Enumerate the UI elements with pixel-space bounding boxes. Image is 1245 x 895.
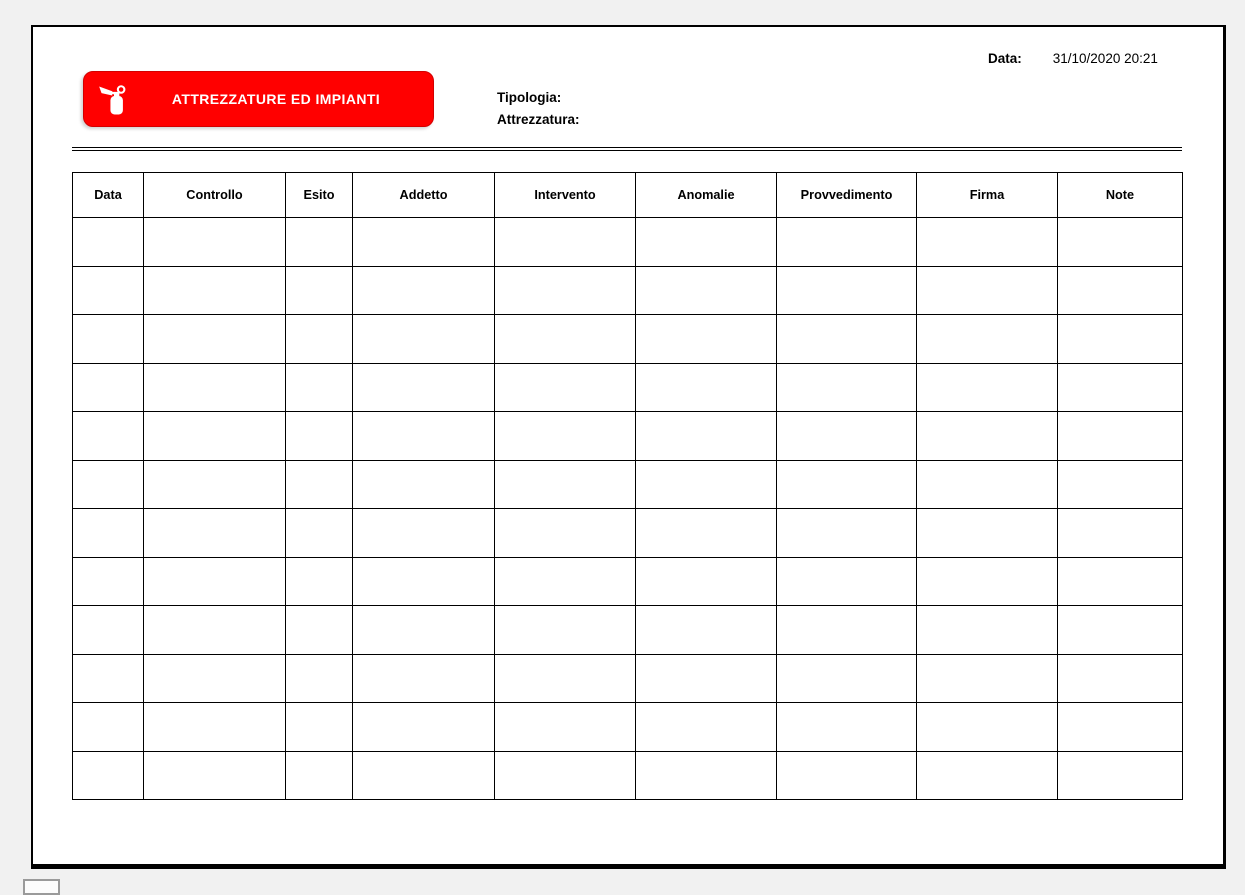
table-cell — [144, 412, 286, 461]
table-cell — [636, 412, 777, 461]
table-cell — [777, 509, 917, 558]
title-banner — [83, 71, 434, 127]
table-cell — [144, 315, 286, 364]
table-cell — [73, 266, 144, 315]
table-cell — [636, 606, 777, 655]
tipologia-label: Tipologia: — [497, 90, 562, 105]
table-cell — [286, 654, 353, 703]
table-cell — [73, 412, 144, 461]
table-cell — [73, 363, 144, 412]
table-row — [73, 654, 1183, 703]
table-row — [73, 460, 1183, 509]
table-cell — [73, 751, 144, 800]
table-cell — [1058, 654, 1183, 703]
table-cell — [286, 557, 353, 606]
table-cell — [917, 218, 1058, 267]
table-cell — [777, 557, 917, 606]
date-row — [988, 51, 1158, 66]
table-row — [73, 412, 1183, 461]
column-header-data: Data — [73, 173, 144, 218]
table-cell — [73, 654, 144, 703]
table-row — [73, 751, 1183, 800]
table-cell — [353, 363, 495, 412]
table-cell — [917, 266, 1058, 315]
table-cell — [495, 509, 636, 558]
table-cell — [144, 218, 286, 267]
table-cell — [73, 315, 144, 364]
table-row — [73, 606, 1183, 655]
table-cell — [353, 557, 495, 606]
table-cell — [73, 509, 144, 558]
meta-block — [497, 87, 585, 130]
table-cell — [777, 751, 917, 800]
table-cell — [636, 266, 777, 315]
table-cell — [777, 703, 917, 752]
table-cell — [73, 703, 144, 752]
table-cell — [353, 315, 495, 364]
table-cell — [144, 703, 286, 752]
table-cell — [353, 751, 495, 800]
table-cell — [1058, 266, 1183, 315]
table-cell — [917, 557, 1058, 606]
table-cell — [495, 606, 636, 655]
table-cell — [636, 751, 777, 800]
partially-visible-box — [23, 879, 60, 895]
table-cell — [777, 654, 917, 703]
table-cell — [636, 557, 777, 606]
table-cell — [917, 509, 1058, 558]
table-header-row — [73, 173, 1183, 218]
column-header-note: Note — [1058, 173, 1183, 218]
table-cell — [353, 412, 495, 461]
table-cell — [495, 751, 636, 800]
table-cell — [495, 412, 636, 461]
table-cell — [917, 412, 1058, 461]
table-cell — [636, 654, 777, 703]
table-cell — [636, 315, 777, 364]
table-cell — [1058, 606, 1183, 655]
table-cell — [495, 654, 636, 703]
table-cell — [1058, 363, 1183, 412]
table-cell — [636, 509, 777, 558]
table-cell — [917, 460, 1058, 509]
table-cell — [1058, 460, 1183, 509]
table-cell — [495, 363, 636, 412]
table-cell — [636, 218, 777, 267]
table-cell — [144, 606, 286, 655]
table-cell — [73, 218, 144, 267]
date-value: 31/10/2020 20:21 — [1052, 51, 1158, 66]
table-cell — [1058, 509, 1183, 558]
table-cell — [286, 606, 353, 655]
table-cell — [286, 460, 353, 509]
table-cell — [1058, 218, 1183, 267]
table-cell — [777, 218, 917, 267]
table-cell — [144, 654, 286, 703]
double-rule-divider — [72, 147, 1182, 151]
table-cell — [917, 606, 1058, 655]
table-cell — [353, 509, 495, 558]
table-cell — [636, 460, 777, 509]
table-cell — [636, 363, 777, 412]
table-cell — [144, 363, 286, 412]
table-cell — [353, 460, 495, 509]
table-cell — [353, 606, 495, 655]
column-header-provvedimento: Provvedimento — [777, 173, 917, 218]
fire-extinguisher-icon — [95, 80, 133, 118]
table-cell — [144, 751, 286, 800]
attrezzatura-label: Attrezzatura: — [497, 111, 580, 127]
column-header-anomalie: Anomalie — [636, 173, 777, 218]
table-cell — [286, 266, 353, 315]
table-cell — [286, 363, 353, 412]
table-cell — [1058, 703, 1183, 752]
column-header-intervento: Intervento — [495, 173, 636, 218]
table-cell — [917, 315, 1058, 364]
table-cell — [917, 654, 1058, 703]
table-row — [73, 218, 1183, 267]
table-row — [73, 363, 1183, 412]
table-cell — [286, 412, 353, 461]
table-cell — [495, 315, 636, 364]
table-cell — [1058, 751, 1183, 800]
attrezzatura-line — [497, 109, 585, 131]
inspection-table — [72, 172, 1183, 800]
table-cell — [1058, 557, 1183, 606]
table-cell — [286, 315, 353, 364]
table-cell — [495, 266, 636, 315]
document-page — [31, 25, 1226, 869]
table-cell — [777, 363, 917, 412]
table-cell — [917, 363, 1058, 412]
table-cell — [286, 751, 353, 800]
table-row — [73, 266, 1183, 315]
table-row — [73, 703, 1183, 752]
table-cell — [73, 557, 144, 606]
tipologia-line — [497, 87, 585, 109]
table-cell — [353, 218, 495, 267]
table-cell — [495, 218, 636, 267]
table-cell — [777, 315, 917, 364]
table-cell — [144, 266, 286, 315]
table-cell — [777, 266, 917, 315]
table-cell — [144, 509, 286, 558]
table-cell — [917, 703, 1058, 752]
table-cell — [353, 703, 495, 752]
table-header — [73, 173, 1183, 218]
table-cell — [495, 557, 636, 606]
table-row — [73, 509, 1183, 558]
table-cell — [73, 460, 144, 509]
banner-title: ATTREZZATURE ED IMPIANTI — [171, 91, 381, 107]
table-cell — [777, 460, 917, 509]
table-cell — [495, 460, 636, 509]
table-cell — [353, 654, 495, 703]
table-cell — [1058, 412, 1183, 461]
table-cell — [777, 606, 917, 655]
table-cell — [1058, 315, 1183, 364]
table-body — [73, 218, 1183, 800]
table-cell — [353, 266, 495, 315]
table-cell — [777, 412, 917, 461]
table-cell — [286, 703, 353, 752]
column-header-addetto: Addetto — [353, 173, 495, 218]
date-label: Data: — [988, 51, 1022, 66]
table-cell — [495, 703, 636, 752]
table-cell — [144, 460, 286, 509]
table-cell — [73, 606, 144, 655]
column-header-controllo: Controllo — [144, 173, 286, 218]
column-header-firma: Firma — [917, 173, 1058, 218]
table-row — [73, 557, 1183, 606]
table-cell — [286, 509, 353, 558]
table-cell — [144, 557, 286, 606]
table-row — [73, 315, 1183, 364]
table-cell — [636, 703, 777, 752]
table-cell — [286, 218, 353, 267]
column-header-esito: Esito — [286, 173, 353, 218]
table-cell — [917, 751, 1058, 800]
